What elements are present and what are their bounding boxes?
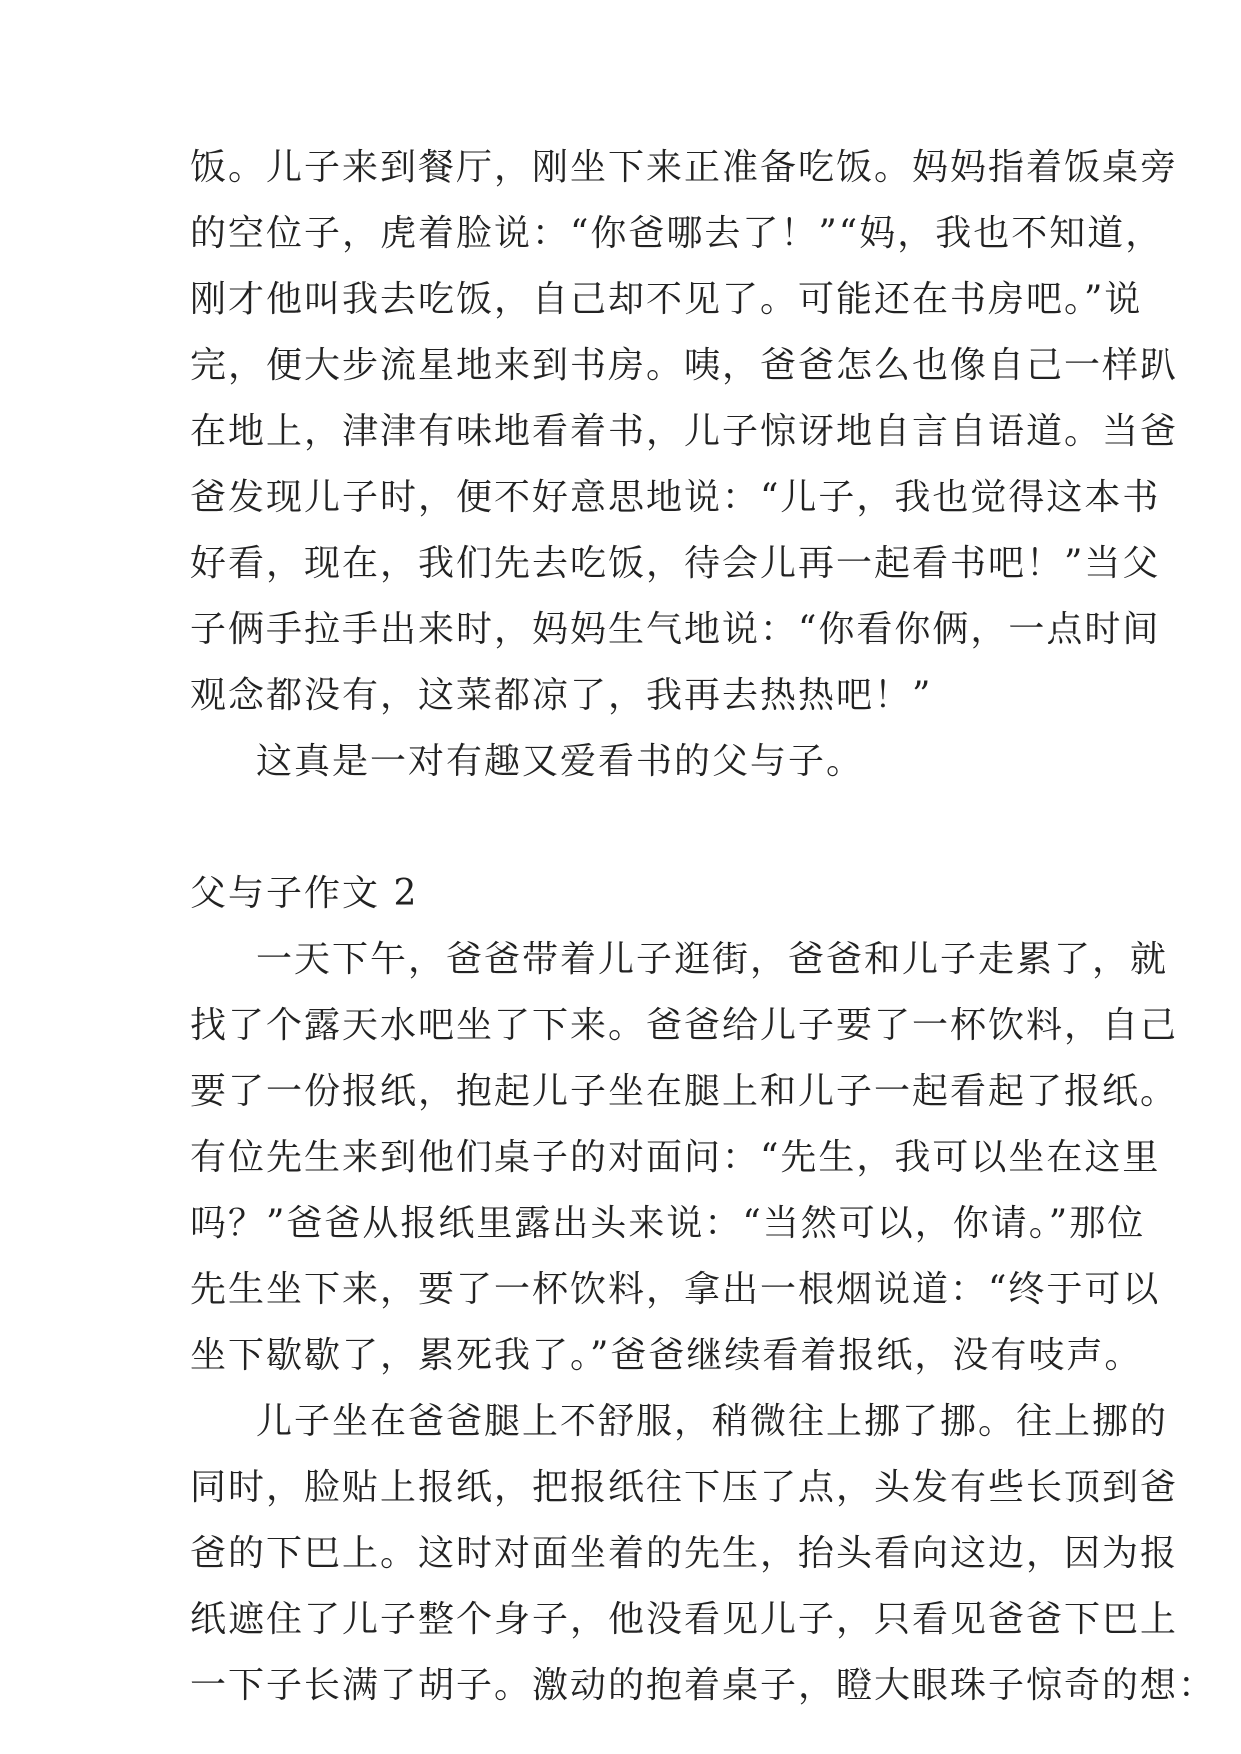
text-line: 观念都没有，这菜都凉了，我再去热热吧！” [190,675,933,716]
text-line: 好看，现在，我们先去吃饭，待会儿再一起看书吧！”当父 [190,543,1161,584]
text-line: 纸遮住了儿子整个身子，他没看见儿子，只看见爸爸下巴上 [190,1599,1179,1640]
section-spacer [190,795,1070,861]
text-line: 找了个露天水吧坐了下来。爸爸给儿子要了一杯饮料，自己 [190,1005,1179,1046]
text-line: 子俩手拉手出来时，妈妈生气地说：“你看你俩，一点时间 [190,609,1161,650]
text-line: 儿子坐在爸爸腿上不舒服，稍微往上挪了挪。往上挪的 [256,1401,1169,1442]
text-line: 饭。儿子来到餐厅，刚坐下来正准备吃饭。妈妈指着饭桌旁 [190,147,1179,188]
text-line: 吗？”爸爸从报纸里露出头来说：“当然可以，你请。”那位 [190,1203,1146,1244]
text-line: 的空位子，虎着脸说：“你爸哪去了！”“妈，我也不知道， [190,213,1164,254]
closing-paragraph: 这真是一对有趣又爱看书的父与子。 [256,741,865,782]
text-line: 完，便大步流星地来到书房。咦，爸爸怎么也像自己一样趴 [190,345,1179,386]
text-line: 爸的下巴上。这时对面坐着的先生，抬头看向这边，因为报 [190,1533,1179,1574]
text-line: 同时，脸贴上报纸，把报纸往下压了点，头发有些长顶到爸 [190,1467,1179,1508]
text-line: 一天下午，爸爸带着儿子逛街，爸爸和儿子走累了，就 [256,939,1169,980]
text-line: 爸发现儿子时，便不好意思地说：“儿子，我也觉得这本书 [190,477,1161,518]
text-line: 坐下歇歇了，累死我了。”爸爸继续看着报纸，没有吱声。 [190,1335,1143,1376]
section-heading: 父与子作文 2 [190,873,419,914]
text-line: 刚才他叫我去吃饭，自己却不见了。可能还在书房吧。”说 [190,279,1143,320]
document-body [190,135,1217,1719]
text-line: 在地上，津津有味地看着书，儿子惊讶地自言自语道。当爸 [190,411,1179,452]
text-line: 有位先生来到他们桌子的对面问：“先生，我可以坐在这里 [190,1137,1161,1178]
text-line: 要了一份报纸，抱起儿子坐在腿上和儿子一起看起了报纸。 [190,1071,1179,1112]
text-line: 先生坐下来，要了一杯饮料，拿出一根烟说道：“终于可以 [190,1269,1161,1310]
text-line: 一下子长满了胡子。激动的抱着桌子，瞪大眼珠子惊奇的想： [190,1665,1217,1706]
